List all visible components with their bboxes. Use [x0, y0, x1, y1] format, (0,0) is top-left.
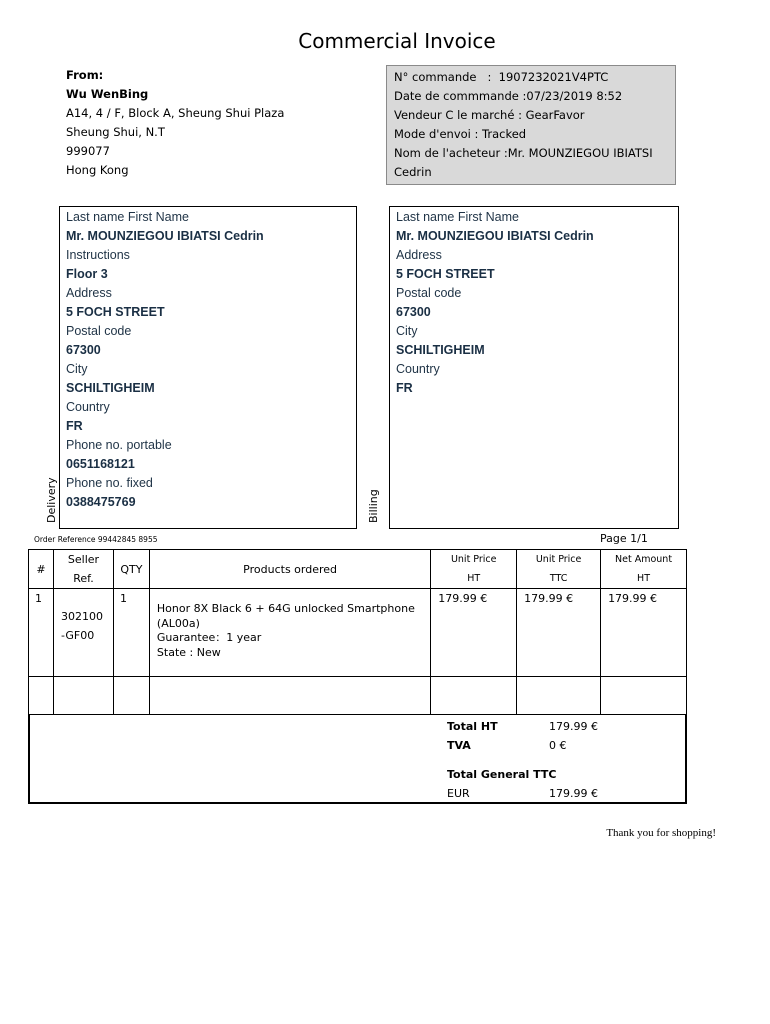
- delivery-postal-label: Postal code: [66, 324, 132, 338]
- header-unit-ht: Unit Price HT: [431, 550, 517, 589]
- billing-city: SCHILTIGHEIM: [396, 343, 485, 357]
- delivery-city-label: City: [66, 362, 88, 376]
- sender-name: Wu WenBing: [66, 87, 149, 101]
- header-num: #: [29, 550, 54, 589]
- sender-line-1: A14, 4 / F, Block A, Sheung Shui Plaza: [66, 106, 285, 120]
- header-net-amount: Net Amount HT: [601, 550, 687, 589]
- sender-line-3: 999077: [66, 144, 110, 158]
- totals-block: [28, 715, 687, 804]
- total-ht-value: 179.99 €: [549, 720, 598, 733]
- table-header-row: [29, 550, 687, 589]
- page-title: Commercial Invoice: [298, 29, 496, 53]
- billing-country: FR: [396, 381, 413, 395]
- delivery-country-label: Country: [66, 400, 110, 414]
- billing-address: 5 FOCH STREET: [396, 267, 495, 281]
- sender-line-4: Hong Kong: [66, 163, 129, 177]
- table-row: [29, 589, 687, 677]
- billing-name: Mr. MOUNZIEGOU IBIATSI Cedrin: [396, 229, 594, 243]
- tva-value: 0 €: [549, 739, 567, 752]
- header-seller-ref: Seller Ref.: [53, 550, 113, 589]
- cell-product: Honor 8X Black 6 + 64G unlocked Smartphone (AL00a) Guarantee：1 year State : New: [149, 589, 430, 677]
- sender-address: [66, 66, 284, 180]
- delivery-side-label: Delivery: [45, 477, 58, 523]
- cell-seller-ref: 302100 -GF00: [53, 589, 113, 677]
- sender-line-2: Sheung Shui, N.T: [66, 125, 165, 139]
- items-table: [28, 549, 687, 715]
- cell-net: 179.99 €: [601, 589, 687, 677]
- delivery-phone-fixed: 0388475769: [66, 495, 136, 509]
- cell-num: 1: [29, 589, 54, 677]
- billing-country-label: Country: [396, 362, 440, 376]
- delivery-phone-portable-label: Phone no. portable: [66, 438, 172, 452]
- order-number: N° commande : 1907232021V4PTC: [394, 70, 609, 84]
- order-info-box: [386, 65, 676, 185]
- total-general-value: 179.99 €: [549, 787, 598, 800]
- order-buyer-cont: Cedrin: [394, 165, 432, 179]
- header-qty: QTY: [113, 550, 149, 589]
- currency-label: EUR: [447, 787, 470, 800]
- cell-qty: 1: [113, 589, 149, 677]
- delivery-address: 5 FOCH STREET: [66, 305, 165, 319]
- table-row-empty: [29, 677, 687, 715]
- delivery-phone-portable: 0651168121: [66, 457, 135, 471]
- billing-side-label: Billing: [367, 489, 380, 523]
- cell-unit-ttc: 179.99 €: [517, 589, 601, 677]
- delivery-instructions: Floor 3: [66, 267, 108, 281]
- order-date: Date de commmande :07/23/2019 8:52: [394, 89, 623, 103]
- billing-name-label: Last name First Name: [396, 210, 519, 224]
- billing-address-label: Address: [396, 248, 442, 262]
- billing-city-label: City: [396, 324, 418, 338]
- delivery-city: SCHILTIGHEIM: [66, 381, 155, 395]
- delivery-name-label: Last name First Name: [66, 210, 189, 224]
- from-label: From:: [66, 68, 104, 82]
- order-shipping: Mode d'envoi : Tracked: [394, 127, 527, 141]
- page-indicator: Page 1/1: [600, 532, 648, 545]
- cell-unit-ht: 179.99 €: [431, 589, 517, 677]
- delivery-name: Mr. MOUNZIEGOU IBIATSI Cedrin: [66, 229, 264, 243]
- delivery-country: FR: [66, 419, 83, 433]
- delivery-address-box: [59, 206, 357, 529]
- total-general-label: Total General TTC: [447, 768, 557, 781]
- delivery-postal: 67300: [66, 343, 101, 357]
- delivery-address-label: Address: [66, 286, 112, 300]
- order-reference: Order Reference 99442845 8955: [34, 535, 158, 544]
- tva-label: TVA: [447, 739, 471, 752]
- delivery-phone-fixed-label: Phone no. fixed: [66, 476, 153, 490]
- order-seller: Vendeur C le marché : GearFavor: [394, 108, 585, 122]
- order-buyer: Nom de l'acheteur :Mr. MOUNZIEGOU IBIATSI: [394, 146, 653, 160]
- billing-postal-label: Postal code: [396, 286, 462, 300]
- delivery-instructions-label: Instructions: [66, 248, 130, 262]
- header-products: Products ordered: [149, 550, 430, 589]
- thank-you-note: Thank you for shopping!: [606, 827, 716, 839]
- billing-postal: 67300: [396, 305, 431, 319]
- header-unit-ttc: Unit Price TTC: [517, 550, 601, 589]
- billing-address-box: [389, 206, 679, 529]
- total-ht-label: Total HT: [447, 720, 498, 733]
